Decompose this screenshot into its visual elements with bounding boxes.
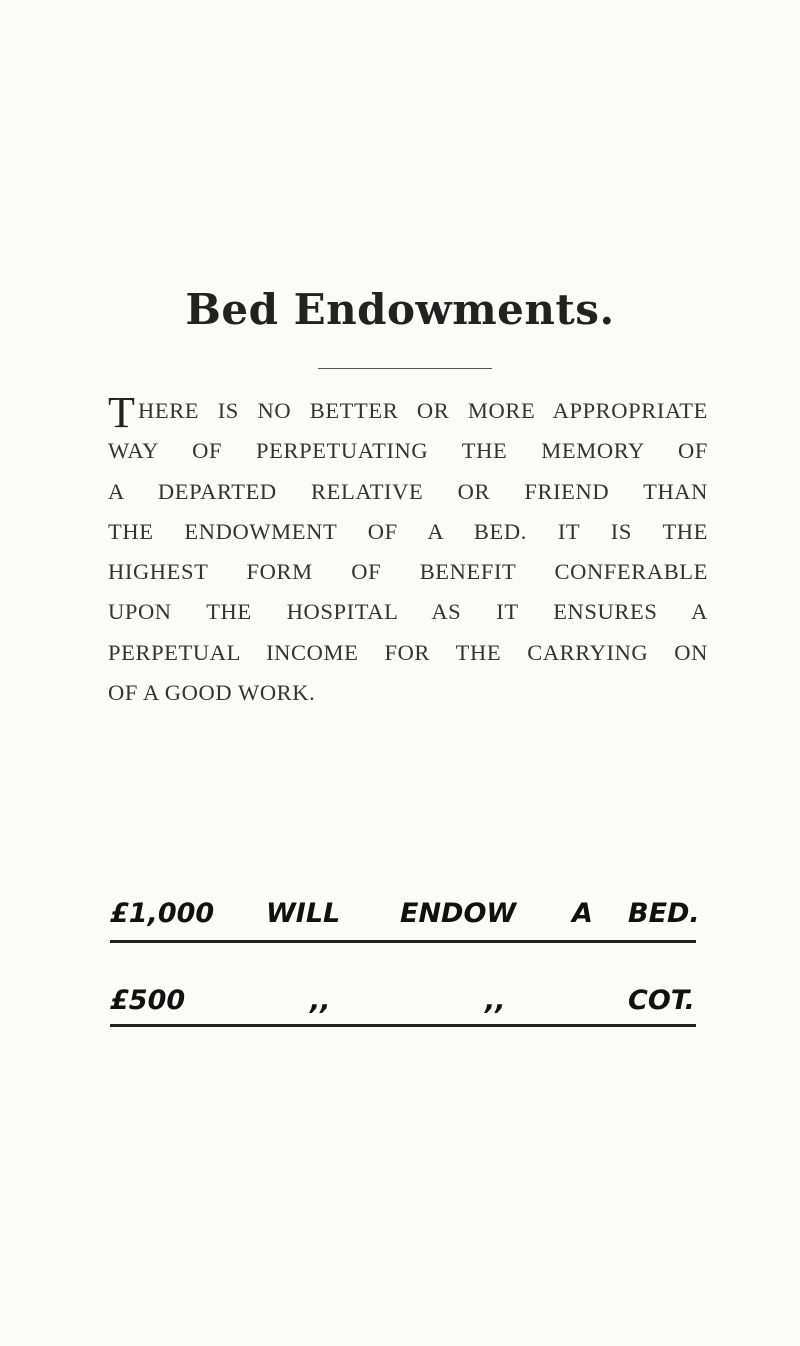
paragraph-line: OF A GOOD WORK.: [108, 680, 316, 706]
paragraph-line: HIGHEST FORM OF BENEFIT CONFERABLE: [108, 559, 708, 585]
paragraph-line: UPON THE HOSPITAL AS IT ENSURES A: [108, 599, 708, 625]
page-title: Bed Endowments.: [185, 285, 615, 334]
title-divider: [318, 368, 492, 369]
offer-underline: [110, 940, 696, 943]
paragraph-line: PERPETUAL INCOME FOR THE CARRYING ON: [108, 639, 708, 665]
paragraph-line: A DEPARTED RELATIVE OR FRIEND THAN: [108, 478, 708, 504]
offer-item: BED.: [628, 898, 700, 929]
offer-amount: £1,000: [110, 898, 215, 929]
offer-action: ENDOW: [400, 898, 517, 929]
offer-underline: [110, 1024, 696, 1027]
paragraph-line: HERE IS NO BETTER OR MORE APPROPRIATE: [138, 398, 708, 423]
offer-ditto: ,,: [485, 985, 506, 1016]
body-paragraph: [108, 388, 708, 713]
offer-item: COT.: [628, 985, 695, 1016]
paragraph-line: THE ENDOWMENT OF A BED. IT IS THE: [108, 518, 708, 544]
offer-article: A: [572, 898, 593, 929]
offer-ditto: ,,: [310, 985, 331, 1016]
paragraph-line: WAY OF PERPETUATING THE MEMORY OF: [108, 438, 708, 464]
offer-amount: £500: [110, 985, 186, 1016]
offer-verb: WILL: [266, 898, 341, 929]
drop-cap: T: [108, 388, 136, 437]
